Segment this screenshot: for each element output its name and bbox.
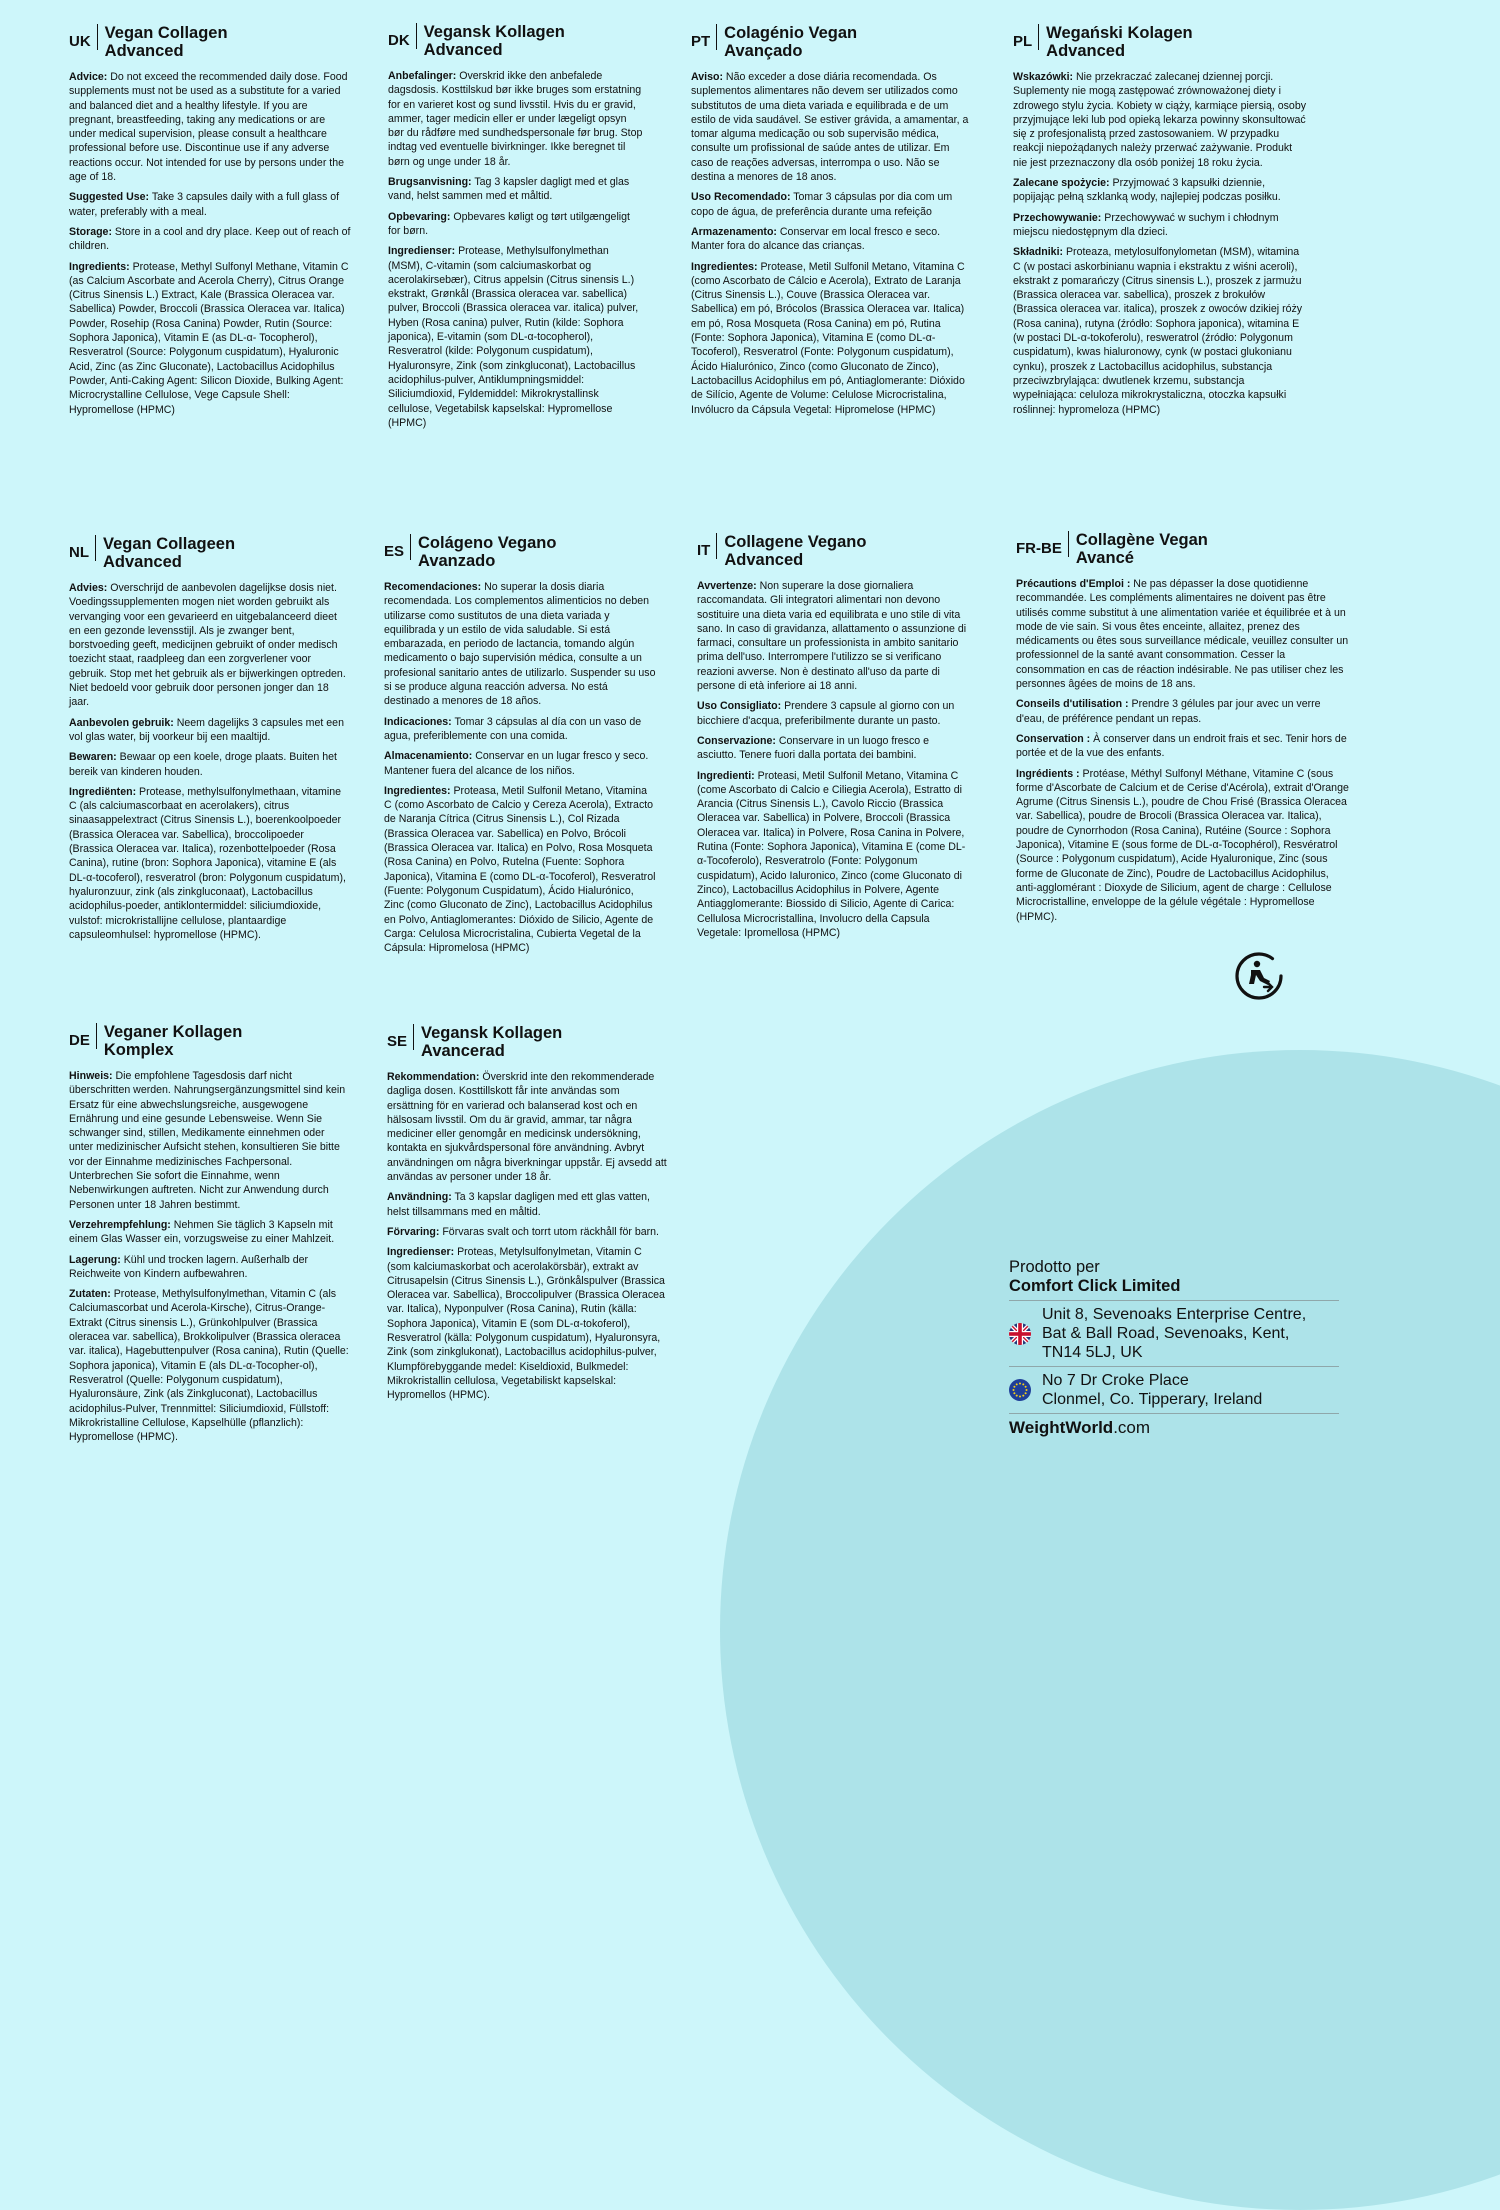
paragraph-text: Prendere 3 capsule al giorno con un bicchiere d'acqua, preferibilmente durante un pasto. (697, 700, 955, 727)
product-title (424, 23, 565, 59)
product-title-line: Avancé (1075, 549, 1134, 567)
paragraph-label: Składniki: (1013, 246, 1064, 259)
manufacturer-address (1009, 1258, 1339, 1438)
section-uk (69, 24, 351, 423)
paragraph-text: Protease, Methyl Sulfonyl Methane, Vitamin C (as Calcium Ascorbate and Acerola Cherry), Citrus Orange (Citrus Sinensis L.) Extract, Kale (Brassica Oleracea var. Sabellica) Powder, Broccoli (Brassica Oleracea var. Italica) Powder, Rosehip (Rosa Canina) Powder, Rutin (Source: Sophora Japonica), Vitamin E (as DL-α- Tocopherol), Resveratrol (Source: Polygonum cuspidatum), Hyaluronic Acid, Zinc (as Zinc Gluconate), Lactobacillus Acidophilus Powder, Anti-Caking Agent: Silicon Dioxide, Bulking Agent: Microcrystalline Cellulose, Vege Capsule Shell: Hypromellose (HPMC) (69, 260, 349, 416)
country-code: PL (1013, 24, 1039, 50)
country-code: SE (387, 1024, 414, 1050)
paragraph-text: Przyjmować 3 kapsułki dziennie, popijając pełną szklanką wody, najlepiej podczas posiłku. (1013, 177, 1281, 204)
paragraph-text: Conservare in un luogo fresco e asciutto. Tenere fuori dalla portata dei bambini. (697, 734, 929, 762)
section-it (697, 533, 971, 946)
section-de (69, 1023, 349, 1450)
paragraph-text: Nehmen Sie täglich 3 Kapseln mit einem Glas Wasser ein, vorzugsweise zu einer Mahlzeit. (69, 1218, 335, 1246)
product-title-line: Vegan Collageen (103, 535, 236, 553)
paragraph-label: Användning: (387, 1191, 452, 1204)
paragraph-text: Tag 3 kapsler dagligt med et glas vand, helst sammen med et måltid. (388, 176, 630, 203)
section-fr-be (1016, 531, 1350, 930)
paragraph-text: Przechowywać w suchym i chłodnym miejscu niedostępnym dla dzieci. (1013, 211, 1279, 238)
paragraph-label: Bewaren: (69, 751, 117, 764)
paragraph-text: Tomar 3 cápsulas al día con un vaso de agua, preferiblemente con una comida. (384, 715, 642, 742)
country-code: FR-BE (1016, 531, 1069, 557)
info-paragraph (691, 225, 969, 254)
paragraph-text: Proteasa, Metil Sulfonil Metano, Vitamina C (como Ascorbato de Calcio y Cereza Acerola), Extracto de Naranja Cítrica (Citrus Sinensis L.), Col Rizada (Brassica Oleracea var. Sabellica) en Polvo, Brócoli (Brassica Oleracea var. Italica) en Polvo, Rosa Mosqueta (Rosa Canina) en Polvo, Rutelna (Fuente: Sophora Japonica), Vitamina E (como DL-α-Tocoferol), Resveratrol (Fuente: Polygonum Cuspidatum), Ácido Hialurónico, Zinc (como Gluconato de Zinc), Lactobacillus Acidophilus en Polvo, Antiaglomerantes: Dióxido de Silicio, Agente de Carga: Celulosa Microcristalina, Cubierta Vegetal de la Cápsula: Hipromelosa (HPMC) (384, 784, 656, 955)
paragraph-label: Rekommendation: (387, 1071, 480, 1083)
product-title-line: Avanzado (418, 552, 496, 570)
info-paragraph (69, 750, 351, 779)
paragraph-label: Ingredientes: (691, 260, 758, 273)
info-paragraph (69, 1253, 349, 1282)
eu-address-line: No 7 Dr Croke Place (1042, 1372, 1189, 1389)
section-header (384, 534, 656, 570)
product-title (105, 24, 228, 60)
info-paragraph (697, 699, 971, 728)
paragraph-label: Ingredientes: (384, 784, 451, 797)
paragraph-text: Die empfohlene Tagesdosis darf nicht überschritten werden. Nahrungsergänzungsmittel sind kein Ersatz für eine abwechslungsreiche, ausgewogene Ernährung und eine gesunde Lebensweise. Wenn Sie schwanger sind, stillen, Medikamente einnehmen oder unter medizinischer Aufsicht stehen, konsultieren Sie bitte vor der Einnahme medizinisches Fachpersonal. Unterbrechen Sie sofort die Einnahme, wenn Nebenwirkungen auftreten. Nicht zur Anwendung durch Personen unter 18 Jahren bestimmt. (69, 1070, 346, 1211)
section-header (691, 24, 969, 60)
product-title-line: Avançado (724, 42, 803, 60)
paragraph-text: Neem dagelijks 3 capsules met een vol glas water, bij voorkeur bij een maaltijd. (69, 716, 344, 743)
product-title (421, 1024, 562, 1060)
paragraph-label: Ingredienser: (388, 245, 456, 258)
info-paragraph (69, 716, 351, 745)
section-header (387, 1024, 667, 1060)
product-title (1076, 531, 1208, 567)
product-title-line: Colagénio Vegan (724, 24, 858, 42)
paragraph-label: Précautions d'Emploi : (1016, 578, 1131, 590)
company-name: Comfort Click Limited (1009, 1277, 1181, 1295)
paragraph-text: Non superare la dose giornaliera raccomandata. Gli integratori alimentari non devono sostituire una dieta varia ed equilibrata e uno stile di vita sano. In caso di gravidanza, allattamento o assunzione di farmaci, consultare un professionista in ambito sanitario prima dell'uso. Interrompere l'utilizzo se si verificano reazioni avverse. Non è destinato all'uso da parte di persone di età inferiore ai 18 anni. (697, 580, 967, 693)
info-paragraph (1013, 245, 1309, 417)
paragraph-label: Zutaten: (69, 1288, 111, 1301)
product-title-line: Vegan Collagen (104, 24, 228, 42)
brand-website (1009, 1413, 1339, 1438)
paragraph-text: Tomar 3 cápsulas por dia com um copo de água, de preferência durante uma refeição (691, 191, 953, 218)
country-code: PT (691, 24, 717, 50)
info-paragraph (1016, 732, 1350, 761)
paragraph-label: Suggested Use: (69, 191, 150, 204)
paragraph-text: Conservar em local fresco e seco. Manter fora do alcance das crianças. (691, 225, 941, 253)
info-paragraph (69, 260, 351, 417)
info-paragraph (1016, 697, 1350, 726)
country-code: ES (384, 534, 411, 560)
product-title-line: Advanced (104, 42, 184, 60)
product-title-line: Komplex (103, 1041, 174, 1059)
paragraph-label: Aanbevolen gebruik: (69, 716, 174, 729)
eu-flag-icon (1009, 1379, 1031, 1401)
info-paragraph (388, 175, 644, 204)
info-paragraph (69, 1069, 349, 1212)
paragraph-label: Verzehrempfehlung: (69, 1218, 171, 1231)
product-title (104, 1023, 242, 1059)
info-paragraph (697, 769, 971, 941)
info-paragraph (388, 210, 644, 239)
paragraph-text: Não exceder a dose diária recomendada. Os suplementos alimentares não devem ser utilizados como substitutos de uma dieta variada e equilibrada e de um estilo de vida saudável. Se estiver grávida, a amamentar, a tomar alguma medicação ou sob supervisão médica, consulte um profissional de saúde antes de utilizar. Em caso de reações adversas, interrompa o uso. Não se destina a menores de 18 anos. (691, 71, 969, 184)
info-paragraph (1013, 176, 1309, 205)
uk-address-line: Bat & Ball Road, Sevenoaks, Kent, (1042, 1325, 1290, 1342)
info-paragraph (69, 1287, 349, 1444)
brand-name: WeightWorld (1009, 1418, 1114, 1437)
paragraph-text: À conserver dans un endroit frais et sec. Tenir hors de portée et de la vue des enfants. (1016, 732, 1347, 760)
info-paragraph (384, 715, 656, 744)
product-title-line: Advanced (103, 553, 182, 571)
paragraph-label: Conservation : (1016, 732, 1091, 745)
paragraph-text: Proteaza, metylosulfonylometan (MSM), witamina C (w postaci askorbinianu wapnia i ekstraktu z wiśni aceroli), ekstrakt z pomarańczy (Citrus sinensis L.), proszek z jarmużu (Brassica oleracea var. sabellica), proszek z brokułów (Brassica oleracea var. italica), proszek z owoców dzikiej róży (Rosa canina), rutyna (źródło: Sophora japonica), witamina E (w postaci DL-α-tokoferolu), resweratrol (źródło: Polygonum cuspidatum), kwas hialuronowy, cynk (w postaci glukonianu cynku), proszek z Lactobacillus acidophilus, substancja przeciwzbrylająca: dwutlenek krzemu, substancja wypełniająca: celuloza mikrokrystaliczna, otoczka kapsułki roślinnej: hypromeloza (HPMC) (1013, 246, 1303, 416)
country-code: UK (69, 24, 98, 50)
paragraph-text: Prendre 3 gélules par jour avec un verre d'eau, de préférence pendant un repas. (1016, 698, 1321, 725)
paragraph-label: Wskazówki: (1013, 71, 1074, 83)
info-paragraph (691, 190, 969, 219)
uk-address-line: TN14 5LJ, UK (1042, 1344, 1143, 1361)
paragraph-label: Advice: (69, 71, 108, 83)
paragraph-label: Avvertenze: (697, 580, 757, 592)
paragraph-label: Anbefalinger: (388, 70, 457, 82)
brand-domain: .com (1113, 1418, 1151, 1437)
paragraph-text: Protease, methylsulfonylmethaan, vitamine C (als calciumascorbaat en acerolakers), citrus sinaasappelextract (Citrus Sinensis L.), boerenkoolpoeder (Brassica Oleracea var. Sabellica), broccolipoeder (Brassica Oleracea var. Italica), rozenbottelpoeder (Rosa Canina), rutine (bron: Sophora Japonica), vitamine E (als DL-α-tocoferol), resveratrol (bron: Polygonum cuspidatum), hyaluronzuur, zink (als zinkgluconaat), Lactobacillus acidophilus-poeder, antiklontermiddel: siliciumdioxide, vulstof: microkristallijne cellulose, plantaardige capsuleomhulsel: hypromellose (HPMC). (69, 785, 346, 941)
info-paragraph (384, 580, 656, 709)
info-paragraph (69, 190, 351, 219)
paragraph-label: Ingrédients : (1016, 767, 1080, 780)
info-paragraph (691, 260, 969, 417)
section-es (384, 534, 656, 961)
paragraph-label: Almacenamiento: (384, 750, 473, 763)
section-header (1013, 24, 1309, 60)
paragraph-label: Brugsanvisning: (388, 176, 472, 189)
section-nl (69, 535, 351, 948)
paragraph-label: Ingrediënten: (69, 785, 137, 798)
country-code: NL (69, 535, 96, 561)
info-paragraph (1013, 211, 1309, 240)
paragraph-text: Protéase, Méthyl Sulfonyl Méthane, Vitamine C (sous forme d'Ascorbate de Calcium et de Cerise d'Acérola), extrait d'Orange Agrume (Citrus Sinensis L.), poudre de Chou Frisé (Brassica Oleracea var. Sabellica), poudre de Brocoli (Brassica Oleracea var. Italica), poudre de Cynorrhodon (Rosa Canina), Rutéine (Source : Sophora Japonica), Vitamine E (sous forme de DL-α-Tocophérol), Resvératrol (Source : Polygonum cuspidatum), Acide Hyaluronique, Zinc (sous forme de Gluconate de Zinc), Poudre de Lactobacillus Acidophilus, anti-agglomérant : Dioxyde de Silicium, agent de charge : Cellulose Microcristalline, enveloppe de la gélule végétale : Hypromellose (HPMC). (1016, 767, 1349, 923)
paragraph-label: Indicaciones: (384, 715, 452, 728)
paragraph-text: No superar la dosis diaria recomendada. Los complementos alimenticios no deben utilizarse como sustitutos de una dieta variada y equilibrada y un estilo de vida saludable. Si está embarazada, en periodo de lactancia, tomando algún medicamento o bajo supervisión médica, consulte a un profesional sanitario antes de utilizarlo. Suspender su uso si se produce alguna reacción adversa. No está destinado a menores de 18 años. (384, 581, 656, 708)
paragraph-text: Take 3 capsules daily with a full glass of water, preferably with a meal. (69, 191, 340, 218)
section-dk (388, 23, 644, 436)
background-circle (720, 1050, 1500, 2210)
uk-address-row (1009, 1300, 1339, 1366)
section-pt (691, 24, 969, 423)
paragraph-label: Uso Recomendado: (691, 191, 791, 204)
info-paragraph (691, 70, 969, 184)
address-lead: Prodotto per (1009, 1258, 1100, 1276)
section-header (697, 533, 971, 569)
uk-address-line: Unit 8, Sevenoaks Enterprise Centre, (1042, 1306, 1307, 1323)
paragraph-text: Proteasi, Metil Sulfonil Metano, Vitamina C (come Ascorbato di Calcio e Ciliegia Acerola), Estratto di Arancia (Citrus Sinensis L.), Cavolo Riccio (Brassica Oleracea var. Sabellica) in Polvere, Broccoli (Brassica Oleracea var. Italica) in Polvere, Rosa Canina in Polvere, Rutina (Fonte: Sophora Japonica), Vitamina E (come DL-α-Tocoferolo), Resveratrolo (Fonte: Polygonum cuspidatum), Acido Ialuronico, Zinco (come Gluconato di Zinco), Lactobacillus Acidophilus in Polvere, Agente Antiagglomerante: Biossido di Silicio, Agente di Carica: Cellulosa Microcristallina, Involucro della Capsula Vegetale: Ipromellosa (HPMC) (697, 769, 966, 939)
paragraph-text: Nie przekraczać zalecanej dziennej porcji. Suplementy nie mogą zastępować zrównoważonej diety i zdrowego stylu życia. Kobiety w ciąży, karmiące piersią, osoby przyjmujące leki lub pod opieką lekarza powinny skonsultować się z profesjonalistą przed zastosowaniem. W przypadku reakcji niepożądanych należy przerwać zażywanie. Produkt nie jest przeznaczony dla osób poniżej 18 roku życia. (1013, 71, 1307, 169)
product-title-line: Advanced (423, 41, 503, 59)
info-paragraph (384, 749, 656, 778)
paragraph-text: Överskrid inte den rekommenderade dagliga dosen. Kosttillskott får inte användas som ersättning för en varierad och balanserad kost och en hälsosam livsstil. Om du är gravid, ammar, tar några mediciner eller genomgår en medicinsk undersökning, kontakta en sjukvårdspersonal före användning. Avbryt användningen om några biverkningar uppstår. Ej avsedd att användas av personer under 18 år. (387, 1071, 667, 1184)
section-pl (1013, 24, 1309, 423)
product-title-line: Collagène Vegan (1075, 531, 1208, 549)
section-header (69, 1023, 349, 1059)
section-se (387, 1024, 667, 1409)
info-paragraph (69, 225, 351, 254)
paragraph-label: Recomendaciones: (384, 581, 482, 593)
paragraph-text: Protease, Methylsulfonylmethan (MSM), C-vitamin (som calciumaskorbat og acerolakirsebær), Citrus appelsin (Citrus sinensis L.) ekstrakt, Grønkål (Brassica oleracea var. sabellica) pulver, Broccoli (Brassica oleracea var. italica) pulver, Hyben (Rosa canina) pulver, Rutin (kilde: Sophora japonica), E-vitamin (som DL-α-tocopherol), Resveratrol (kilde: Polygonum cuspidatum), Hyaluronsyre, Zink (som zinkgluconat), Lactobacillus acidophilus-pulver, Antiklumpningsmiddel: Siliciumdioxid, Fyldemiddel: Mikrokrystallinsk cellulose, Vegetabilsk kapselskal: Hypromellose (HPMC) (388, 245, 639, 429)
info-paragraph (1016, 767, 1350, 924)
info-paragraph (387, 1225, 667, 1239)
product-title-line: Vegansk Kollagen (423, 23, 565, 41)
info-paragraph (69, 70, 351, 184)
paragraph-label: Förvaring: (387, 1225, 440, 1238)
info-paragraph (69, 1218, 349, 1247)
paragraph-label: Storage: (69, 225, 112, 238)
paragraph-label: Armazenamento: (691, 225, 777, 238)
paragraph-text: Protease, Metil Sulfonil Metano, Vitamina C (como Ascorbato de Cálcio e Acerola), Extrato de Laranja (Citrus Sinensis L.), Couve (Brassica Oleracea var. Sabellica) em pó, Brócolos (Brassica Oleracea var. Italica) em pó, Rosa Mosqueta (Rosa Canina) em pó, Rutina (Fonte: Sophora Japonica), Vitamina E (como DL-α-Tocoferol), Resveratrol (Fonte: Polygonum cuspidatum), Ácido Hialurónico, Zinco (como Gluconato de Zinco), Lactobacillus Acidophilus em pó, Antiaglomerante: Dióxido de Silício, Agente de Volume: Celulose Microcristalina, Invólucro da Cápsula Vegetal: Hipromelose (HPMC) (691, 260, 965, 416)
paragraph-text: Overskrid ikke den anbefalede dagsdosis. Kosttilskud bør ikke bruges som erstatning for en varieret kost og sund livsstil. Hvis du er gravid, ammer, tager medicin eller er under lægeligt opsyn bør du rådføre med sundhedspersonale før brug. Stop indtag ved eventuelle bivirkninger. Ikke beregnet til børn og unge under 18 år. (388, 70, 643, 168)
paragraph-text: Förvaras svalt och torrt utom räckhåll för barn. (439, 1225, 659, 1238)
info-paragraph (697, 579, 971, 693)
product-title-line: Advanced (724, 551, 804, 569)
paragraph-label: Hinweis: (69, 1070, 113, 1082)
paragraph-text: Ne pas dépasser la dose quotidienne recommandée. Les compléments alimentaires ne doivent pas être utilisés comme substitut à une alimentation variée et équilibrée et à un mode de vie sain. Si vous êtes enceinte, allaitez, prenez des médicaments ou êtes sous surveillance médicale, veuillez consulter un professionnel de la santé avant consommation. Cesser la consommation en cas de réaction indésirable. Ne pas utiliser chez les personnes âgées de moins de 18 ans. (1016, 578, 1349, 691)
paragraph-label: Uso Consigliato: (697, 700, 782, 713)
paragraph-text: Overschrijd de aanbevolen dagelijkse dosis niet. Voedingssupplementen mogen niet worden gebruikt als vervanging voor een gevarieerd en uitgebalanceerd dieet en een gezonde levensstijl. Als je zwanger bent, borstvoeding geeft, medicijnen gebruikt of onder medisch toezicht staat, raadpleeg dan een zorgverlener voor gebruik. Stop met het gebruik als er bijwerkingen optreden. Niet bedoeld voor gebruik door personen jonger dan 18 jaar. (69, 582, 346, 709)
section-header (1016, 531, 1350, 567)
info-paragraph (1016, 577, 1350, 691)
info-paragraph (697, 734, 971, 763)
paragraph-label: Ingredienti: (697, 769, 755, 782)
product-title-line: Advanced (1046, 42, 1126, 60)
product-title-line: Colágeno Vegano (418, 534, 557, 552)
paragraph-text: Store in a cool and dry place. Keep out of reach of children. (69, 225, 351, 253)
product-title (418, 534, 556, 570)
paragraph-text: Proteas, Metylsulfonylmetan, Vitamin C (som kalciumaskorbat och acerolakörsbär), extrakt av Citrusapelsin (Citrus Sinensis L.), Grönkålspulver (Brassica Oleracea var. Sabellica), Broccolipulver (Brassica Oleracea var. Italica), Nyponpulver (Rosa Canina), Rutin (källa: Sophora Japonica), Vitamin E (som DL-α-tokoferol), Resveratrol (källa: Polygonum cuspidatum), Hyaluronsyra, Zink (som zinkglukonat), Lactobacillus acidophilus-pulver, Klumpförebyggande medel: Kiseldioxid, Bulkmedel: Mikrokristallin cellulosa, Vegetabiliskt kapselskal: Hypromellos (HPMC). (387, 1246, 665, 1402)
paragraph-text: Bewaar op een koele, droge plaats. Buiten het bereik van kinderen houden. (69, 751, 337, 778)
product-title (1046, 24, 1192, 60)
info-paragraph (388, 69, 644, 169)
product-title (724, 533, 866, 569)
eu-address-line: Clonmel, Co. Tipperary, Ireland (1042, 1391, 1263, 1408)
info-paragraph (387, 1245, 667, 1402)
section-header (69, 535, 351, 571)
info-paragraph (69, 785, 351, 942)
product-title-line: Collagene Vegano (724, 533, 867, 551)
paragraph-text: Do not exceed the recommended daily dose. Food supplements must not be used as a substitute for a varied and balanced diet and a healthy lifestyle. If you are pregnant, breastfeeding, taking any medications or are under medical supervision, please consult a healthcare professional before use. Discontinue use if any adverse reactions occur. Not intended for use by persons under the age of 18. (69, 71, 348, 184)
product-title-line: Avancerad (421, 1042, 505, 1060)
product-title (103, 535, 235, 571)
paragraph-label: Zalecane spożycie: (1013, 177, 1110, 190)
paragraph-label: Aviso: (691, 71, 723, 83)
section-header (388, 23, 644, 59)
info-paragraph (388, 244, 644, 430)
paragraph-text: Ta 3 kapslar dagligen med ett glas vatten, helst tillsammans med en måltid. (387, 1191, 650, 1218)
info-paragraph (387, 1070, 667, 1184)
paragraph-label: Ingredients: (69, 260, 130, 273)
paragraph-label: Lagerung: (69, 1253, 121, 1266)
info-paragraph (384, 784, 656, 956)
product-title-line: Veganer Kollagen (103, 1023, 243, 1041)
country-code: DK (388, 23, 417, 49)
country-code: IT (697, 533, 717, 559)
paragraph-label: Advies: (69, 582, 108, 594)
product-title (724, 24, 857, 60)
paragraph-label: Conservazione: (697, 734, 776, 747)
product-title-line: Vegansk Kollagen (421, 1024, 563, 1042)
eu-address-row (1009, 1366, 1339, 1413)
info-paragraph (1013, 70, 1309, 170)
product-title-line: Wegański Kolagen (1046, 24, 1193, 42)
paragraph-text: Opbevares køligt og tørt utilgængeligt for børn. (388, 210, 630, 237)
paragraph-label: Opbevaring: (388, 210, 451, 223)
paragraph-label: Ingredienser: (387, 1246, 455, 1259)
country-code: DE (69, 1023, 97, 1049)
section-header (69, 24, 351, 60)
paragraph-label: Przechowywanie: (1013, 211, 1102, 224)
paragraph-text: Kühl und trocken lagern. Außerhalb der Reichweite von Kindern aufbewahren. (69, 1253, 309, 1280)
uk-flag-icon (1009, 1323, 1031, 1345)
paragraph-label: Conseils d'utilisation : (1016, 698, 1129, 711)
info-paragraph (69, 581, 351, 710)
paragraph-text: Protease, Methylsulfonylmethan, Vitamin C (als Calciumascorbat und Acerola-Kirsche), Citrus-Orange-Extrakt (Citrus sinensis L.), Grünkohlpulver (Brassica oleracea var. sabellica), Brokkolipulver (Brassica oleracea var. italica), Hagebuttenpulver (Rosa canina), Rutin (Quelle: Sophora japonica), Vitamin E (als DL-α-Tocopher-ol), Resveratrol (Quelle: Polygonum cuspidatum), Hyaluronsäure, Zink (als Zinkgluconat), Lactobacillus acidophilus-Pulver, Trennmittel: Siliciumdioxid, Füllstoff: Mikrokristalline Cellulose, Kapselhülle (pflanzlich): Hypromellose (HPMC). (69, 1288, 349, 1444)
paragraph-text: Conservar en un lugar fresco y seco. Mantener fuera del alcance de los niños. (384, 750, 649, 777)
triman-recycle-icon (1234, 951, 1284, 1001)
info-paragraph (387, 1190, 667, 1219)
